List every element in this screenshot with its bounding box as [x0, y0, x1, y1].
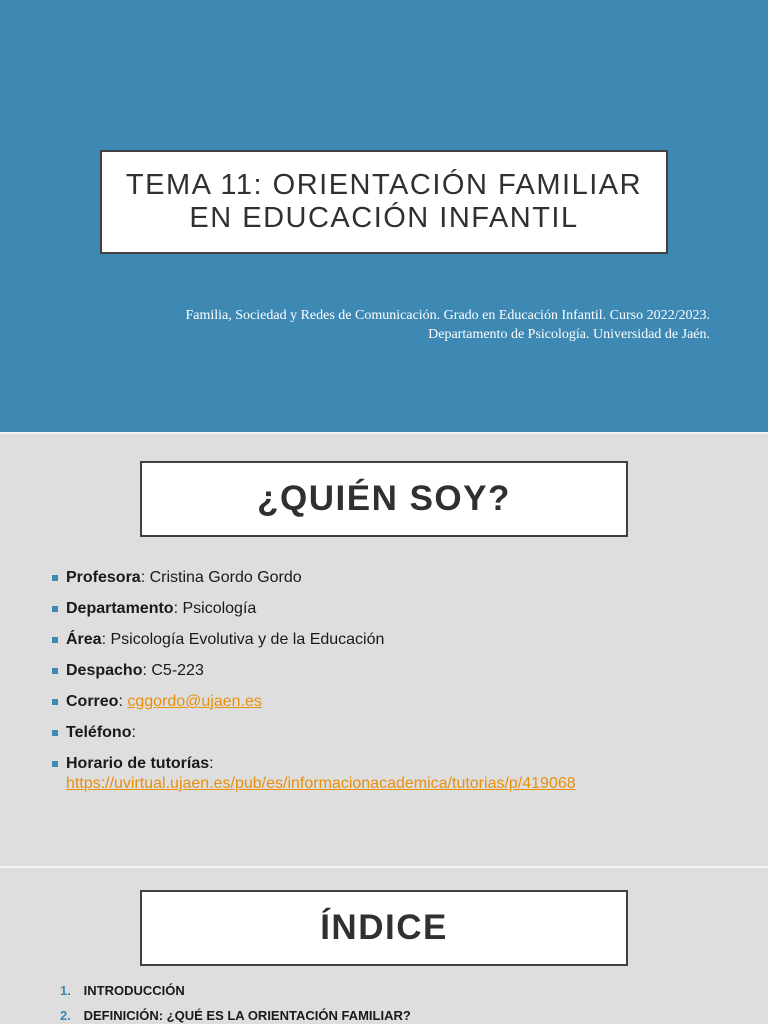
slide-title-box — [100, 150, 668, 254]
square-bullet-icon — [52, 637, 58, 643]
square-bullet-icon — [52, 761, 58, 767]
slide-subtitle — [70, 306, 710, 344]
list-item-profesora — [52, 568, 752, 588]
slide-title-line1: TEMA 11: ORIENTACIÓN FAMILIAR — [125, 169, 643, 201]
list-item-departamento — [52, 599, 752, 619]
list-item-horario — [52, 754, 752, 794]
square-bullet-icon — [52, 699, 58, 705]
title-slide — [0, 0, 768, 432]
index-number: 1. — [60, 983, 71, 998]
square-bullet-icon — [52, 575, 58, 581]
item-value: : — [209, 755, 214, 772]
slide-title-line2: EN EDUCACIÓN INFANTIL — [189, 202, 579, 234]
index-text: INTRODUCCIÓN — [83, 983, 185, 998]
index-item — [60, 1003, 411, 1024]
item-value: : Psicología Evolutiva y de la Educación — [101, 631, 385, 648]
list-item-correo — [52, 692, 752, 712]
item-label: Teléfono — [66, 724, 132, 741]
index-item — [60, 978, 411, 1003]
index-text: DEFINICIÓN: ¿QUÉ ES LA ORIENTACIÓN FAMILIAR? — [83, 1008, 411, 1023]
subtitle-line2: Departamento de Psicología. Universidad de Jaén. — [428, 327, 710, 342]
list-item-telefono — [52, 723, 752, 743]
about-slide — [0, 434, 768, 866]
subtitle-line1: Familia, Sociedad y Redes de Comunicación. Grado en Educación Infantil. Curso 2022/2023. — [185, 308, 710, 323]
slide-title: ÍNDICE — [320, 908, 448, 947]
item-label: Departamento — [66, 600, 174, 617]
list-item-area — [52, 630, 752, 650]
item-label: Horario de tutorías — [66, 755, 210, 772]
slide-title-box — [140, 461, 628, 537]
square-bullet-icon — [52, 668, 58, 674]
item-value: : — [118, 693, 128, 710]
slide-title: ¿QUIÉN SOY? — [257, 479, 511, 518]
item-label: Área — [66, 631, 102, 648]
item-value: : — [131, 724, 136, 741]
email-link[interactable]: cggordo@ujaen.es — [127, 693, 262, 710]
index-slide — [0, 868, 768, 1024]
slide-title-box — [140, 890, 628, 966]
index-list — [60, 978, 411, 1024]
item-value: : Cristina Gordo Gordo — [140, 569, 302, 586]
item-label: Correo — [66, 693, 119, 710]
square-bullet-icon — [52, 606, 58, 612]
item-label: Profesora — [66, 569, 141, 586]
item-label: Despacho — [66, 662, 143, 679]
list-item-despacho — [52, 661, 752, 681]
index-number: 2. — [60, 1008, 71, 1023]
info-list — [52, 568, 752, 805]
tutorias-link[interactable]: https://uvirtual.ujaen.es/pub/es/informacionacademica/tutorias/p/419068 — [66, 775, 576, 792]
item-value: : Psicología — [173, 600, 257, 617]
item-value: : C5-223 — [142, 662, 204, 679]
square-bullet-icon — [52, 730, 58, 736]
